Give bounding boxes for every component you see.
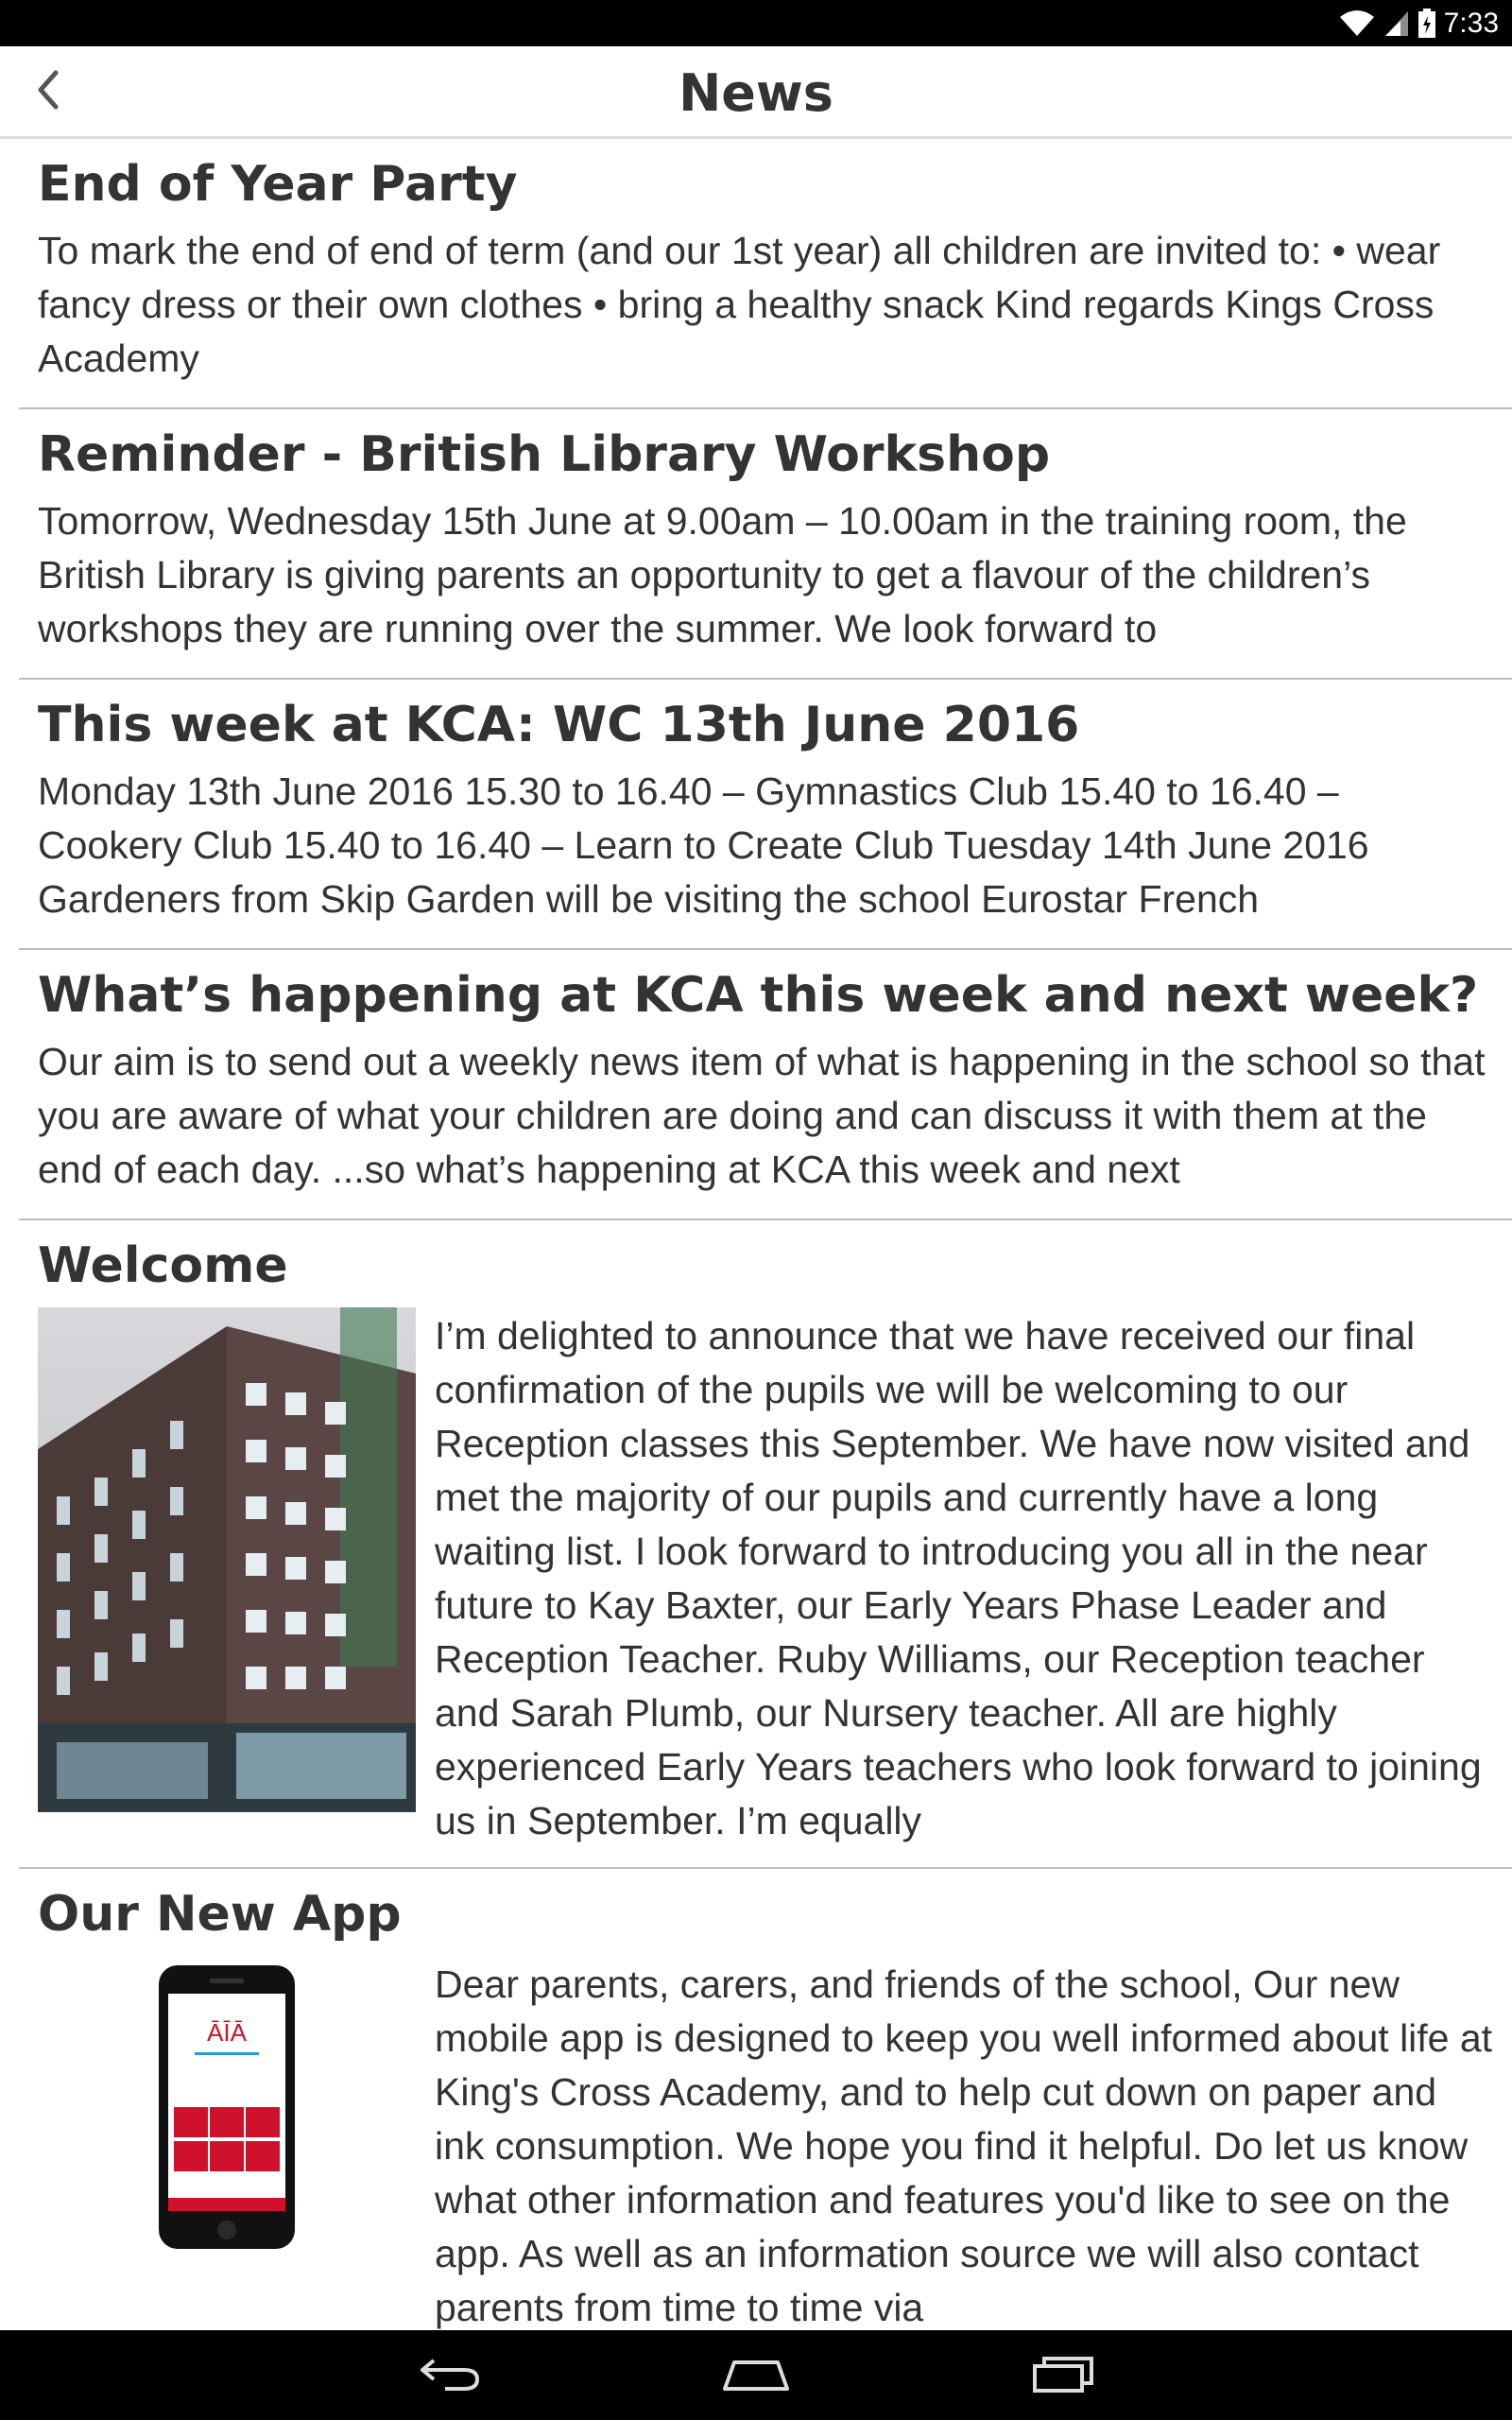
news-item-excerpt: I’m delighted to announce that we have received our final confirmation of the pupils we will be welcoming to our Reception classes this September. We have now visited and met the majority of our pupils and currently have a long waiting list. I look forward to introducing you all in the near future to Kay Baxter, our Early Years Phase Leader and Reception Teacher. Ruby Williams, our Reception teacher and Sarah Plumb, our Nursery teacher. All are highly experienced Early Years teachers who look forward to joining us in September. I’m equally — [435, 1314, 1482, 1842]
news-item-british-library-workshop[interactable] — [19, 409, 1512, 680]
nav-recents-button[interactable] — [1010, 2349, 1114, 2402]
news-item-excerpt: Tomorrow, Wednesday 15th June at 9.00am – 10.00am in the training room, the British Library is giving parents an opportunity to get a flavour of the children’s workshops they are running over the summer. We look forward to — [38, 499, 1407, 650]
news-item-whats-happening[interactable] — [19, 950, 1512, 1220]
status-bar — [0, 0, 1512, 46]
app-bar — [0, 46, 1512, 139]
news-item-excerpt: Monday 13th June 2016 15.30 to 16.40 – Gymnastics Club 15.40 to 16.40 – Cookery Club 15.40 to 16.40 – Learn to Create Club Tuesday 14th June 2016 Gardeners from Skip Garden will be visiting the school Eurostar French — [38, 769, 1369, 921]
news-item-excerpt: To mark the end of end of term (and our 1st year) all children are invited to: • wear fancy dress or their own clothes • bring a healthy snack Kind regards Kings Cross Academy — [38, 229, 1441, 380]
news-item-our-new-app[interactable] — [19, 1869, 1512, 2330]
signal-icon — [1383, 9, 1410, 38]
status-time: 7:33 — [1443, 7, 1499, 39]
wifi-icon — [1338, 9, 1376, 38]
news-item-title: This week at KCA: WC 13th June 2016 — [38, 697, 1080, 753]
news-item-this-week-at-kca[interactable] — [19, 680, 1512, 950]
news-item-title: Welcome — [38, 1237, 288, 1294]
news-item-end-of-year-party[interactable] — [19, 139, 1512, 409]
news-item-title: End of Year Party — [38, 156, 518, 213]
news-item-welcome[interactable] — [19, 1220, 1512, 1869]
phone-app-screenshot — [38, 1956, 416, 2330]
system-nav-bar — [0, 2330, 1512, 2420]
news-item-excerpt: Dear parents, carers, and friends of the school, Our new mobile app is designed to keep you well informed about life at King's Cross Academy, and to help cut down on paper and ink consumption. We hope you find it helpful. Do let us know what other information and features you'd like to see on the app. As well as an information source we will also contact parents from time to time via — [435, 1962, 1493, 2329]
svg-text:ĀĪĀ: ĀĪĀ — [207, 2018, 247, 2047]
home-nav-icon — [721, 2355, 791, 2396]
news-item-excerpt: Our aim is to send out a weekly news item of what is happening in the school so that you are aware of what your children are doing and can discuss it with them at the end of each day. ...so what’s happening at KCA this week and next — [38, 1040, 1486, 1191]
building-photo — [38, 1307, 416, 1848]
nav-home-button[interactable] — [704, 2349, 808, 2402]
news-item-title: What’s happening at KCA this week and next week? — [38, 967, 1479, 1024]
nav-back-button[interactable] — [398, 2349, 502, 2402]
news-item-title: Reminder - British Library Workshop — [38, 426, 1051, 483]
back-nav-icon — [417, 2355, 483, 2396]
recents-nav-icon — [1029, 2355, 1095, 2396]
page-title: News — [679, 63, 833, 123]
news-item-title: Our New App — [38, 1886, 402, 1943]
battery-icon — [1418, 9, 1436, 39]
news-list[interactable] — [0, 139, 1512, 2330]
